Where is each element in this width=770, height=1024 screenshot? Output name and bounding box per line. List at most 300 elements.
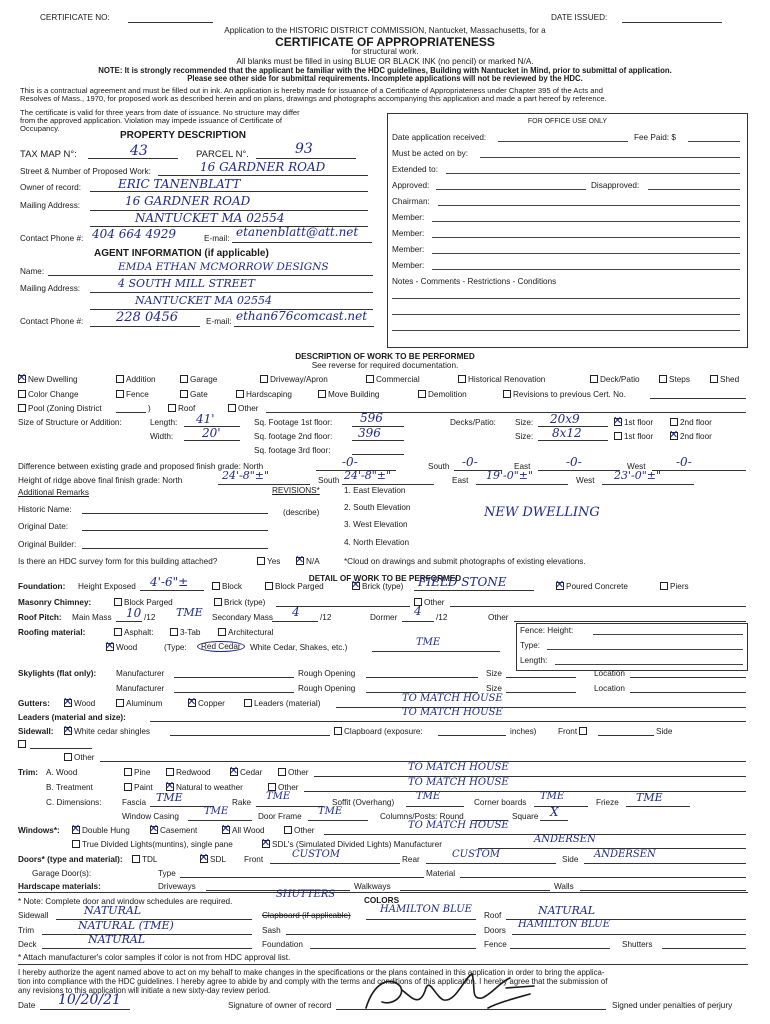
agent-heading: AGENT INFORMATION (if applicable) xyxy=(94,248,269,259)
color-doors-label: Doors xyxy=(484,926,506,935)
pitch-other-line xyxy=(514,621,746,622)
historic-name-line xyxy=(82,513,268,514)
chk-gutter-wood[interactable] xyxy=(64,699,95,708)
checkbox-icon xyxy=(228,404,236,412)
label: Architectural xyxy=(228,628,274,637)
door-frame-value[interactable]: TME xyxy=(318,806,343,817)
street-line xyxy=(158,175,368,176)
blanks-note: All blanks must be filled in using BLUE OR BLACK INK (no pencil) or marked N/A. xyxy=(236,57,534,66)
pool-district-line xyxy=(116,412,146,413)
checkbox-icon xyxy=(214,598,222,606)
rake-value[interactable]: TME xyxy=(266,791,291,802)
approved-label: Approved: xyxy=(392,181,430,190)
agent-name-line xyxy=(48,275,373,276)
door-frame-line xyxy=(308,820,368,821)
frieze-value[interactable]: TME xyxy=(636,791,663,804)
checkbox-icon xyxy=(590,375,598,383)
ridge-west[interactable]: 23'-0"±" xyxy=(614,469,662,482)
chk-chimney-block[interactable] xyxy=(114,598,173,607)
trim-a-wood: A. Wood xyxy=(46,768,78,777)
door-rear-value[interactable]: CUSTOM xyxy=(452,849,501,860)
chk-gutter-aluminum[interactable] xyxy=(116,699,162,708)
front-line xyxy=(598,735,654,736)
color-sidewall-value[interactable]: NATURAL xyxy=(84,904,142,917)
date-received-line xyxy=(498,141,628,142)
chk-trim-other[interactable] xyxy=(278,768,308,777)
rev-west: 3. West Elevation xyxy=(344,520,408,529)
chk-fence[interactable] xyxy=(116,390,149,399)
checkbox-icon xyxy=(556,582,564,590)
sq3-label: Sq. footage 3rd floor: xyxy=(254,446,331,455)
phone-label: Contact Phone #: xyxy=(20,234,84,243)
extended-line xyxy=(446,173,740,174)
ridge-east-line xyxy=(476,484,568,485)
checkbox-icon xyxy=(166,783,174,791)
new-dwelling-note[interactable]: NEW DWELLING xyxy=(484,505,600,520)
label: All Wood xyxy=(232,826,265,835)
checkbox-icon xyxy=(168,404,176,412)
white-cedar-label: White Cedar, Shakes, etc.) xyxy=(250,643,348,652)
door-side-line xyxy=(584,863,746,864)
owner-signature[interactable] xyxy=(360,968,540,1016)
chk-historical[interactable] xyxy=(458,375,545,384)
colors-heading: COLORS xyxy=(364,896,400,905)
chk-color-change[interactable] xyxy=(18,390,79,399)
chk-leaders-material[interactable] xyxy=(244,699,320,708)
trim-label: Trim: xyxy=(18,768,39,777)
deck2-1st-floor[interactable] xyxy=(614,432,653,441)
label: Move Building xyxy=(328,390,380,399)
label: Steps xyxy=(669,375,690,384)
date-value[interactable]: 10/20/21 xyxy=(58,992,121,1008)
chk-front[interactable] xyxy=(558,727,589,736)
date-label: Date xyxy=(18,1001,36,1010)
chk-3-tab[interactable] xyxy=(170,628,200,637)
tax-map-value[interactable]: 43 xyxy=(130,143,148,159)
chk-sdl[interactable] xyxy=(262,840,442,849)
fence-type-label: Type: xyxy=(520,641,541,650)
hardscape-label: Hardscape materials: xyxy=(18,882,101,891)
ridge-west-line xyxy=(602,484,694,485)
label: Double Hung xyxy=(82,826,130,835)
acted-by-line xyxy=(480,157,740,158)
chk-move-building[interactable] xyxy=(318,390,379,399)
agent-mailing-label: Mailing Address: xyxy=(20,284,81,293)
member-line-2 xyxy=(432,237,740,238)
skylight-location-line-1 xyxy=(630,677,746,678)
skylight-manufacturer-label-2: Manufacturer xyxy=(116,684,165,693)
door-side-value[interactable]: ANDERSEN xyxy=(594,849,656,860)
color-doors-value[interactable]: HAMILTON BLUE xyxy=(518,919,610,930)
color-shutters-label: Shutters xyxy=(622,940,653,949)
owner-label: Owner of record: xyxy=(20,183,81,192)
rake-label: Rake xyxy=(232,798,252,807)
chk-new-dwelling[interactable] xyxy=(18,375,78,384)
chk-gutter-copper[interactable] xyxy=(188,699,225,708)
chk-other[interactable] xyxy=(228,404,258,413)
height-exposed-value[interactable]: 4'-6"± xyxy=(150,575,189,589)
tax-map-label: TAX MAP N°: xyxy=(20,149,77,160)
chk-white-shingles[interactable] xyxy=(64,727,150,736)
checkbox-icon xyxy=(284,826,292,834)
main-mass-tme[interactable]: TME xyxy=(176,606,203,619)
color-deck-label: Deck xyxy=(18,940,37,949)
form-title: CERTIFICATE OF APPROPRIATENESS xyxy=(275,35,495,49)
sq2-value[interactable]: 396 xyxy=(358,426,381,440)
inches-label: inches) xyxy=(510,727,537,736)
chk-poured-concrete[interactable] xyxy=(556,582,628,591)
notes-line-1 xyxy=(392,298,740,299)
agent-email-line xyxy=(234,326,374,327)
corner-boards-value[interactable]: TME xyxy=(540,791,565,802)
application-line: Application to the HISTORIC DISTRICT COMMISSION, Nantucket, Massachusetts, for a xyxy=(224,26,546,35)
chk-gate[interactable] xyxy=(180,390,208,399)
width-line xyxy=(184,440,240,441)
checkbox-icon xyxy=(116,375,124,383)
brick-type-value[interactable]: FIELD STONE xyxy=(418,575,507,589)
agent-mailing-line-1 xyxy=(90,292,373,293)
label: N/A xyxy=(306,557,320,566)
label: 1st floor xyxy=(624,418,654,427)
windows-value[interactable]: TO MATCH HOUSE xyxy=(408,820,509,831)
checkbox-icon xyxy=(124,783,132,791)
grade-east-line xyxy=(538,470,620,471)
chk-clapboard[interactable] xyxy=(334,727,423,736)
frieze-line xyxy=(626,806,690,807)
skylight-size-line-1 xyxy=(506,677,576,678)
chk-commercial[interactable] xyxy=(366,375,420,384)
skylight-manufacturer-line-1 xyxy=(174,677,294,678)
checkbox-icon xyxy=(230,768,238,776)
ridge-south[interactable]: 24'-8"±" xyxy=(344,469,392,482)
description-sub: See reverse for required documentation. xyxy=(311,361,459,370)
sq1-value[interactable]: 596 xyxy=(360,411,383,425)
trim-wood-value[interactable]: TO MATCH HOUSE xyxy=(408,762,509,773)
original-date-line xyxy=(82,530,268,531)
date-issued-label: DATE ISSUED: xyxy=(551,13,608,22)
owner-line xyxy=(90,191,368,192)
chk-shed[interactable] xyxy=(710,375,739,384)
main-mass-value[interactable]: 10 xyxy=(126,606,142,620)
checkbox-icon xyxy=(114,628,122,636)
historic-name-label: Historic Name: xyxy=(18,505,72,514)
chk-pine[interactable] xyxy=(124,768,150,777)
grade-west-line xyxy=(652,470,746,471)
owner-value[interactable]: ERIC TANENBLATT xyxy=(118,177,241,191)
checkbox-icon xyxy=(458,375,466,383)
agent-email-value[interactable]: ethan676comcast.net xyxy=(236,309,368,323)
mailing-value-1[interactable]: 16 GARDNER ROAD xyxy=(125,194,251,208)
chk-revisions[interactable] xyxy=(503,390,626,399)
color-deck-line xyxy=(42,948,252,949)
chk-deck-patio[interactable] xyxy=(590,375,640,384)
attach-note: * Attach manufacturer's color samples if color is not from HDC approval list. xyxy=(18,953,291,962)
chk-paint[interactable] xyxy=(124,783,153,792)
sidewall-label: Sidewall: xyxy=(18,727,54,736)
driveways-label: Driveways xyxy=(158,882,196,891)
agent-name-value[interactable]: EMDA ETHAN MCMORROW DESIGNS xyxy=(118,261,329,273)
chk-pool[interactable] xyxy=(18,404,102,413)
door-rear-label: Rear xyxy=(402,855,420,864)
window-casing-value[interactable]: TME xyxy=(204,806,229,817)
chk-roof[interactable] xyxy=(168,404,195,413)
survey-question: Is there an HDC survey form for this building attached? xyxy=(18,557,218,566)
chk-garage[interactable] xyxy=(180,375,217,384)
label: Shed xyxy=(720,375,740,384)
side-label: Side xyxy=(656,727,673,736)
checkbox-icon xyxy=(218,628,226,636)
color-deck-value[interactable]: NATURAL xyxy=(88,933,146,946)
garage-type-label: Type xyxy=(158,869,176,878)
checkbox-icon xyxy=(150,826,158,834)
shutters-note[interactable]: SHUTTERS xyxy=(276,889,336,900)
agent-phone-label: Contact Phone #: xyxy=(20,317,84,326)
secondary-mass-label: Secondary Mass xyxy=(212,613,273,622)
door-front-value[interactable]: CUSTOM xyxy=(292,849,341,860)
phone-value[interactable]: 404 664 4929 xyxy=(92,227,176,241)
chk-double-hung[interactable] xyxy=(72,826,130,835)
label: Yes xyxy=(267,557,281,566)
chimney-other-line xyxy=(450,606,746,607)
dormer-line xyxy=(402,621,434,622)
fence-type-line xyxy=(547,649,743,650)
deck1-1st-floor[interactable] xyxy=(614,418,653,427)
checkbox-icon xyxy=(614,418,622,426)
label: Other xyxy=(294,826,315,835)
color-trim-value[interactable]: NATURAL (TME) xyxy=(78,919,174,932)
ridge-west-label: West xyxy=(576,476,595,485)
street-label: Street & Number of Proposed Work: xyxy=(20,167,151,176)
label: Pool (Zoning District xyxy=(28,404,102,413)
ridge-south-label: South xyxy=(318,476,340,485)
chk-casement[interactable] xyxy=(150,826,197,835)
label: Pine xyxy=(134,768,151,777)
member-line-4 xyxy=(432,269,740,270)
gutters-line xyxy=(336,707,746,708)
grade-south[interactable]: -0- xyxy=(462,455,478,469)
deck1-2nd-floor[interactable] xyxy=(670,418,712,427)
width-value[interactable]: 20' xyxy=(202,426,221,440)
checkbox-icon xyxy=(265,582,273,590)
chk-cedar[interactable] xyxy=(230,768,262,777)
describe-label: (describe) xyxy=(283,508,320,517)
checkbox-icon xyxy=(18,404,26,412)
red-cedar-circled[interactable]: Red Cedar xyxy=(197,641,245,652)
rev-north: 4. North Elevation xyxy=(344,538,410,547)
member-label-1: Member: xyxy=(392,213,425,222)
chk-piers[interactable] xyxy=(660,582,689,591)
approved-line xyxy=(436,189,586,190)
agent-mailing-value-1[interactable]: 4 SOUTH MILL STREET xyxy=(118,277,256,290)
soffit-label: Soffit (Overhang) xyxy=(332,798,395,807)
chk-asphalt[interactable] xyxy=(114,628,154,637)
grade-east[interactable]: -0- xyxy=(566,455,582,469)
length-label: Length: xyxy=(150,418,178,427)
office-title: FOR OFFICE USE ONLY xyxy=(527,118,608,125)
email-value[interactable]: etanenblatt@att.net xyxy=(236,225,359,239)
checkbox-icon xyxy=(180,375,188,383)
chk-sidewall-extra[interactable] xyxy=(18,740,28,749)
deck-size-value-1[interactable]: 20x9 xyxy=(550,412,580,426)
chk-block[interactable] xyxy=(212,582,242,591)
chk-brick[interactable] xyxy=(352,582,403,591)
label: Roof xyxy=(178,404,196,413)
color-sidewall-label: Sidewall xyxy=(18,911,49,920)
label: SDL's (Simulated Divided Lights) Manufacturer xyxy=(272,840,442,849)
chk-driveway[interactable] xyxy=(260,375,328,384)
fascia-value[interactable]: TME xyxy=(156,791,183,804)
agent-mailing-value-2[interactable]: NANTUCKET MA 02554 xyxy=(135,294,272,307)
soffit-value[interactable]: TME xyxy=(416,791,441,802)
skylight-location-label-1: Location xyxy=(594,669,625,678)
roof-type-value[interactable]: TME xyxy=(416,637,441,648)
main-mass-line xyxy=(116,621,142,622)
mailing-value-2[interactable]: NANTUCKET MA 02554 xyxy=(135,211,285,225)
pool-paren: ) xyxy=(148,404,151,413)
walls-line xyxy=(580,890,746,891)
member-label-4: Member: xyxy=(392,261,425,270)
garage-material-line xyxy=(460,877,746,878)
chk-architectural[interactable] xyxy=(218,628,274,637)
walkways-label: Walkways xyxy=(354,882,391,891)
disapproved-line xyxy=(648,189,740,190)
authorization-line-3: any revisions to this application will initiate a new sixty-day review period. xyxy=(18,986,271,995)
secondary-mass-line xyxy=(272,621,318,622)
label: Revisions to previous Cert. No. xyxy=(513,390,626,399)
chk-all-wood[interactable] xyxy=(222,826,265,835)
length-value[interactable]: 41' xyxy=(196,412,215,426)
chk-block-parged[interactable] xyxy=(265,582,324,591)
chk-addition[interactable] xyxy=(116,375,156,384)
signature-label: Signature of owner of record xyxy=(228,1001,332,1010)
window-casing-line xyxy=(188,820,252,821)
frieze-label: Frieze xyxy=(596,798,619,807)
dormer-value[interactable]: 4 xyxy=(414,604,422,618)
chk-demolition[interactable] xyxy=(418,390,467,399)
checkbox-icon xyxy=(18,375,26,383)
parcel-value[interactable]: 93 xyxy=(295,141,313,157)
skylight-manufacturer-label-1: Manufacturer xyxy=(116,669,165,678)
label: TDL xyxy=(142,855,158,864)
color-clapboard-value[interactable]: HAMILTON BLUE xyxy=(380,904,472,915)
leaders-line xyxy=(150,721,746,722)
walls-label: Walls xyxy=(554,882,574,891)
checkbox-icon xyxy=(18,740,26,748)
checkbox-icon xyxy=(124,768,132,776)
grade-west-label: West xyxy=(627,462,646,471)
member-label-3: Member: xyxy=(392,245,425,254)
grade-east-label: East xyxy=(514,462,531,471)
parcel-line xyxy=(256,158,356,159)
date-issued-field[interactable] xyxy=(622,22,722,23)
survey-yes[interactable] xyxy=(257,557,280,566)
checkbox-icon xyxy=(579,727,587,735)
label: Color Change xyxy=(28,390,79,399)
chk-redwood[interactable] xyxy=(166,768,211,777)
chk-roof-wood[interactable] xyxy=(106,643,137,652)
checkbox-icon xyxy=(116,390,124,398)
checkbox-icon xyxy=(257,557,265,565)
label: Leaders (material) xyxy=(254,699,321,708)
mailing-label: Mailing Address: xyxy=(20,201,81,210)
brick-type-line xyxy=(414,590,534,591)
label: New Dwelling xyxy=(28,375,78,384)
chk-chimney-brick[interactable] xyxy=(214,598,265,607)
trim-treatment-value[interactable]: TO MATCH HOUSE xyxy=(408,777,509,788)
deck-size-value-2[interactable]: 8x12 xyxy=(552,426,582,440)
checkbox-icon xyxy=(318,390,326,398)
perjury-note: Signed under penalties of perjury xyxy=(612,1001,733,1010)
chk-door-sdl[interactable] xyxy=(200,855,226,864)
pitch-other-label: Other xyxy=(488,613,509,622)
label: Commercial xyxy=(376,375,420,384)
chk-windows-other[interactable] xyxy=(284,826,314,835)
deck2-2nd-floor[interactable] xyxy=(670,432,712,441)
disapproved-label: Disapproved: xyxy=(591,181,640,190)
color-clapboard-line xyxy=(366,919,476,920)
authorization-line-1: I hereby authorize the agent named above to act on my behalf to make changes in the specifications or the plans contained in this application in order to bring the applica- xyxy=(18,968,605,977)
agent-phone-value[interactable]: 228 0456 xyxy=(116,310,179,325)
sdl-manufacturer-value[interactable]: ANDERSEN xyxy=(534,834,596,845)
ridge-east[interactable]: 19'-0"±" xyxy=(486,469,534,482)
survey-na[interactable] xyxy=(296,557,320,566)
rev-south: 2. South Elevation xyxy=(344,503,411,512)
main-mass-label: Main Mass xyxy=(72,613,112,622)
chk-steps[interactable] xyxy=(659,375,690,384)
square-value[interactable]: X xyxy=(550,805,559,819)
chairman-label: Chairman: xyxy=(392,197,430,206)
grade-north[interactable]: -0- xyxy=(342,455,358,469)
street-value[interactable]: 16 GARDNER ROAD xyxy=(200,160,326,174)
checkbox-icon xyxy=(236,390,244,398)
dormer-twelve: /12 xyxy=(436,613,448,622)
garage-material-label: Material xyxy=(426,869,456,878)
agent-phone-line xyxy=(90,326,200,327)
email-label: E-mail: xyxy=(204,234,230,243)
label: White cedar shingles xyxy=(74,727,150,736)
parcel-label: PARCEL N°. xyxy=(196,149,249,160)
chk-tdl[interactable] xyxy=(132,855,157,864)
fence-height-line xyxy=(593,634,743,635)
gutters-value[interactable]: TO MATCH HOUSE xyxy=(402,693,503,704)
divider-colors xyxy=(18,892,748,893)
label: Block xyxy=(222,582,243,591)
skylight-location-label-2: Location xyxy=(594,684,625,693)
chk-hardscaping[interactable] xyxy=(236,390,292,399)
checkbox-icon xyxy=(200,855,208,863)
member-line-3 xyxy=(432,253,740,254)
secondary-mass-value[interactable]: 4 xyxy=(292,605,300,619)
skylight-rough-label-2: Rough Opening xyxy=(298,684,356,693)
property-heading: PROPERTY DESCRIPTION xyxy=(120,130,246,141)
chk-sidewall-other[interactable] xyxy=(64,753,94,762)
width-label: Width: xyxy=(150,432,174,441)
checkbox-icon xyxy=(72,840,80,848)
grade-west[interactable]: -0- xyxy=(676,455,692,469)
chk-true-divided[interactable] xyxy=(72,840,233,849)
color-roof-value[interactable]: NATURAL xyxy=(538,904,596,917)
roofing-label: Roofing material: xyxy=(18,628,86,637)
color-clapboard-label: Clapboard (if applicable) xyxy=(262,911,351,920)
cert-no-field[interactable] xyxy=(128,22,213,23)
label: Asphalt: xyxy=(124,628,154,637)
roof-type-label: (Type: xyxy=(164,643,187,652)
label: 1st floor xyxy=(624,432,654,441)
leaders-value[interactable]: TO MATCH HOUSE xyxy=(402,707,503,718)
checkbox-icon xyxy=(296,557,304,565)
ridge-north[interactable]: 24'-8"±" xyxy=(222,469,270,482)
soffit-line xyxy=(406,806,464,807)
